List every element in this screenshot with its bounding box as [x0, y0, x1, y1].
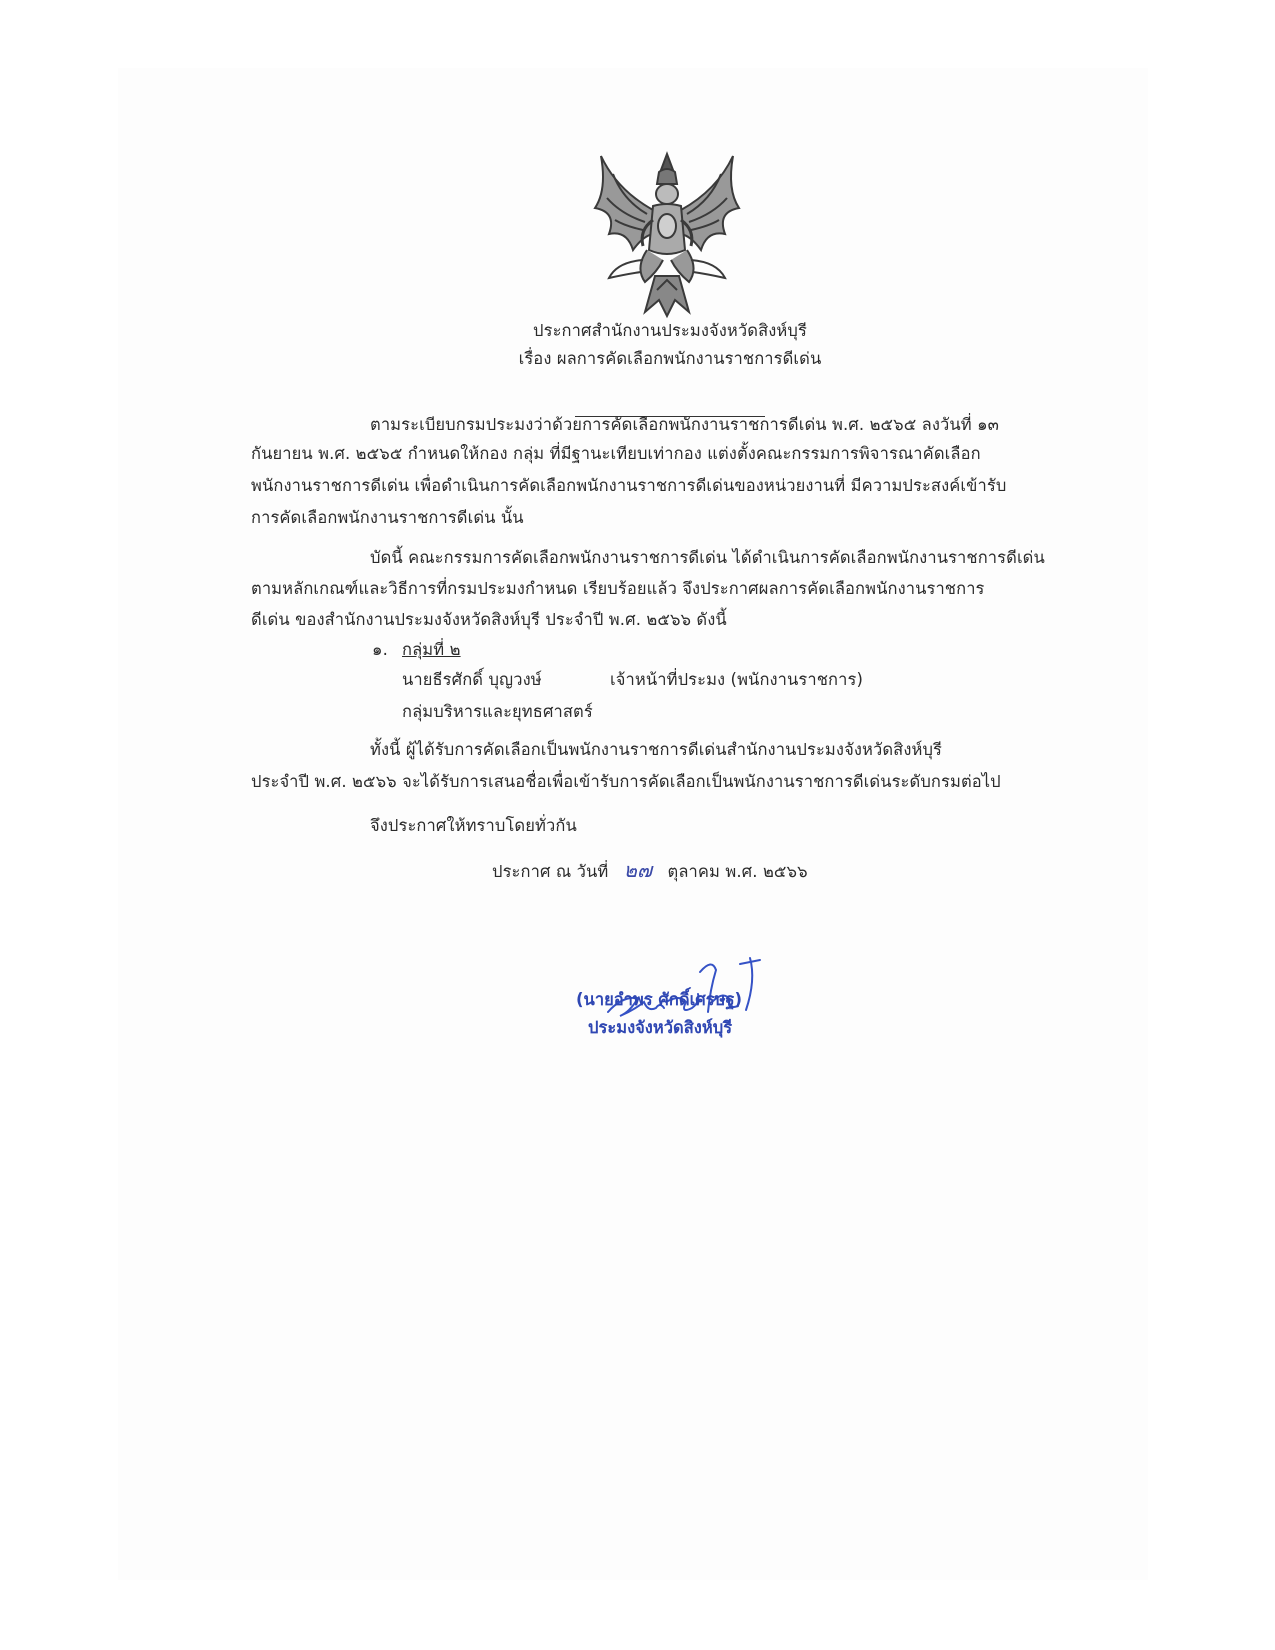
awardee-name: นายธีรศักดิ์ บุญวงษ์ — [402, 670, 542, 689]
item-number: ๑. — [372, 640, 388, 659]
paragraph-2-line: บัดนี้ คณะกรรมการคัดเลือกพนักงานราชการดีเด่น ได้ดำเนินการคัดเลือกพนักงานราชการดีเด่น — [370, 548, 1045, 567]
date-month-year: ตุลาคม พ.ศ. ๒๕๖๖ — [667, 862, 808, 881]
awardee-unit: กลุ่มบริหารและยุทธศาสตร์ — [402, 702, 593, 721]
paragraph-2-line: ตามหลักเกณฑ์และวิธีการที่กรมประมงกำหนด เรียบร้อยแล้ว จึงประกาศผลการคัดเลือกพนักงานราชการ — [251, 579, 985, 598]
paragraph-1-line: กันยายน พ.ศ. ๒๕๖๕ กำหนดให้กอง กลุ่ม ที่มีฐานะเทียบเท่ากอง แต่งตั้งคณะกรรมการพิจารณาคัดเลือก — [251, 444, 981, 463]
paragraph-1-line: พนักงานราชการดีเด่น เพื่อดำเนินการคัดเลือกพนักงานราชการดีเด่นของหน่วยงานที่ มีความประสงค์เข้ารับ — [251, 476, 1007, 495]
paragraph-3-line: ประจำปี พ.ศ. ๒๕๖๖ จะได้รับการเสนอชื่อเพื่อเข้ารับการคัดเลือกเป็นพนักงานราชการดีเด่นระดับกรมต่อไป — [251, 772, 1001, 791]
paragraph-1-line: ตามระเบียบกรมประมงว่าด้วยการคัดเลือกพนักงานราชการดีเด่น พ.ศ. ๒๕๖๕ ลงวันที่ ๑๓ — [370, 415, 1000, 434]
announcement-title: ประกาศสำนักงานประมงจังหวัดสิงห์บุรี — [533, 321, 807, 340]
announcement-subject: เรื่อง ผลการคัดเลือกพนักงานราชการดีเด่น — [518, 349, 822, 368]
signer-name: (นายอำพร ศักดิ์เศรษฐ) — [576, 990, 743, 1009]
item-group-heading: กลุ่มที่ ๒ — [402, 640, 461, 659]
paragraph-3-line: ทั้งนี้ ผู้ได้รับการคัดเลือกเป็นพนักงานราชการดีเด่นสำนักงานประมงจังหวัดสิงห์บุรี — [370, 740, 942, 759]
handwritten-day: ๒๗ — [623, 858, 653, 882]
closing-statement: จึงประกาศให้ทราบโดยทั่วกัน — [370, 816, 577, 835]
paragraph-1-line: การคัดเลือกพนักงานราชการดีเด่น นั้น — [251, 508, 524, 527]
garuda-emblem-icon — [587, 150, 747, 320]
awardee-position: เจ้าหน้าที่ประมง (พนักงานราชการ) — [610, 670, 864, 689]
date-line — [492, 858, 808, 884]
signer-title: ประมงจังหวัดสิงห์บุรี — [588, 1018, 733, 1037]
date-prefix: ประกาศ ณ วันที่ — [492, 862, 609, 881]
paragraph-2-line: ดีเด่น ของสำนักงานประมงจังหวัดสิงห์บุรี ประจำปี พ.ศ. ๒๕๖๖ ดังนี้ — [251, 610, 727, 629]
